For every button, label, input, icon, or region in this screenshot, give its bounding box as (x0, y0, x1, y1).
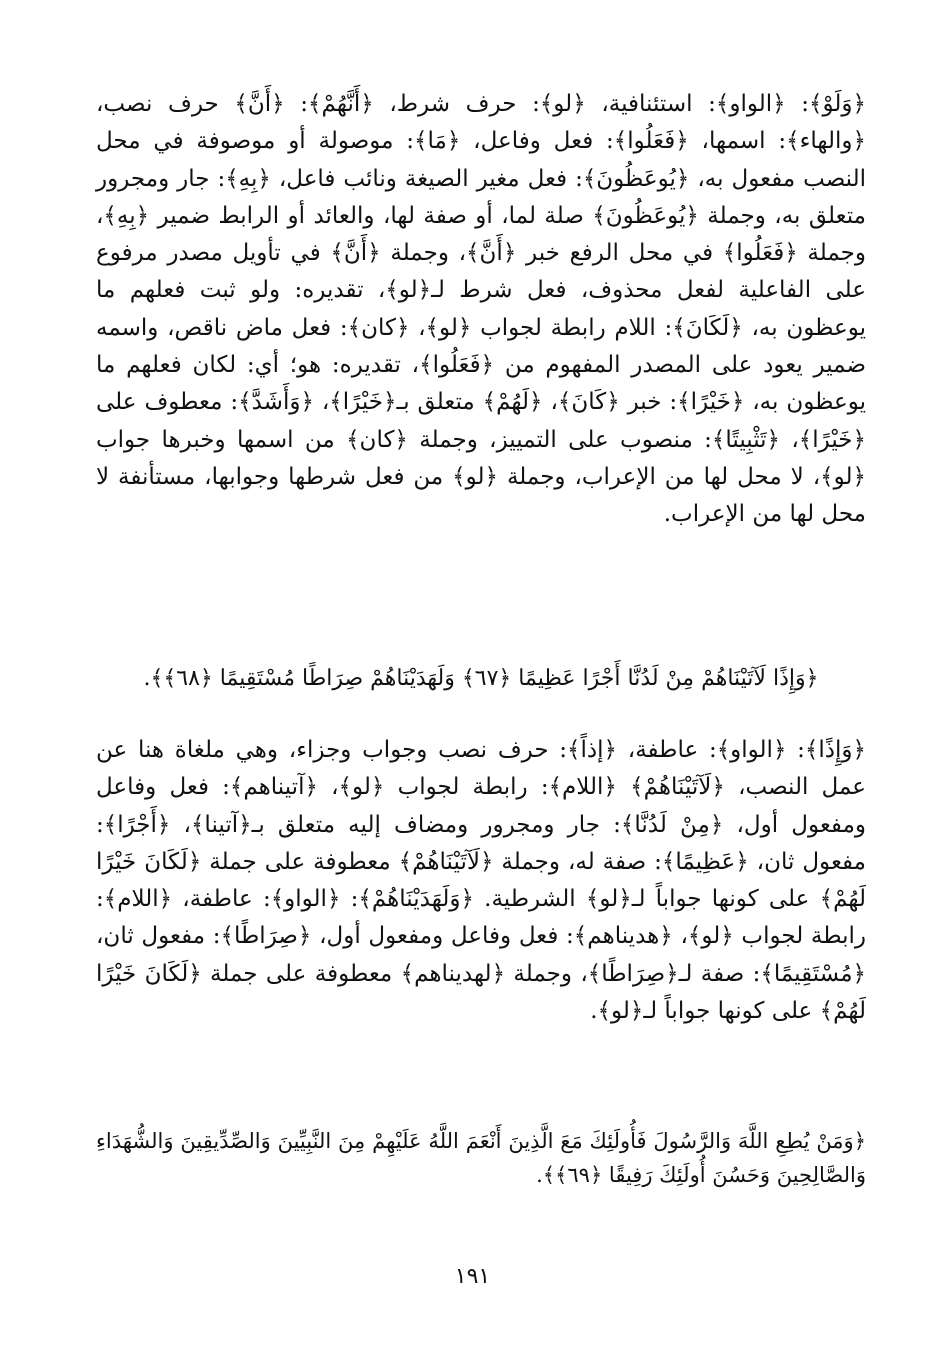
page-number: ١٩١ (454, 1264, 491, 1289)
commentary-paragraph-2: ﴿وَإِذًا﴾: ﴿الواو﴾: عاطفة، ﴿إذاً﴾: حرف نصب وجواب وجزاء، وهي ملغاة هنا عن عمل النصب، ﴿لَآتَيْنَاهُمْ﴾ ﴿اللام﴾: رابطة لجواب ﴿لو﴾، ﴿آتيناهم﴾: فعل وفاعل ومفعول أول، ﴿مِنْ لَدُنَّا﴾: جار ومجرور ومضاف إليه متعلق بـ﴿آتينا﴾، ﴿أَجْرًا﴾: مفعول ثان، ﴿عَظِيمًا﴾: صفة له، وجملة ﴿لَآتَيْنَاهُمْ﴾ معطوفة على جملة ﴿لَكَانَ خَيْرًا لَهُمْ﴾ على كونها جواباً لـ﴿لو﴾ الشرطية. ﴿وَلَهَدَيْنَاهُمْ﴾: ﴿الواو﴾: عاطفة، ﴿اللام﴾: رابطة لجواب ﴿لو﴾، ﴿هديناهم﴾: فعل وفاعل ومفعول أول، ﴿صِرَاطًا﴾: مفعول ثان، ﴿مُسْتَقِيمًا﴾: صفة لـ﴿صِرَاطًا﴾، وجملة ﴿لهديناهم﴾ معطوفة على جملة ﴿لَكَانَ خَيْرًا لَهُمْ﴾ على كونها جواباً لـ﴿لو﴾. (96, 737, 866, 1025)
commentary-paragraph-1: ﴿وَلَوْ﴾: ﴿الواو﴾: استئنافية، ﴿لو﴾: حرف شرط، ﴿أَنَّهُمْ﴾: ﴿أَنَّ﴾ حرف نصب، ﴿والهاء﴾: اسمها، ﴿فَعَلُوا﴾: فعل وفاعل، ﴿مَا﴾: موصولة أو موصوفة في محل النصب مفعول به، ﴿يُوعَظُونَ﴾: فعل مغير الصيغة ونائب فاعل، ﴿بِهِ﴾: جار ومجرور متعلق به، وجملة ﴿يُوعَظُونَ﴾ صلة لما، أو صفة لها، والعائد أو الرابط ضمير ﴿بِهِ﴾، وجملة ﴿فَعَلُوا﴾ في محل الرفع خبر ﴿أَنَّ﴾، وجملة ﴿أَنَّ﴾ في تأويل مصدر مرفوع على الفاعلية لفعل محذوف، فعل شرط لـ﴿لو﴾، تقديره: ولو ثبت فعلهم ما يوعظون به، ﴿لَكَانَ﴾: اللام رابطة لجواب ﴿لو﴾، ﴿كان﴾: فعل ماض ناقص، واسمه ضمير يعود على المصدر المفهوم من ﴿فَعَلُوا﴾، تقديره: هو؛ أي: لكان فعلهم ما يوعظون به، ﴿خَيْرًا﴾: خبر ﴿كَانَ﴾، ﴿لَهُمْ﴾ متعلق بـ﴿خَيْرًا﴾، ﴿وَأَشَدَّ﴾: معطوف على ﴿خَيْرًا﴾، ﴿تَثْبِيتًا﴾: منصوب على التمييز، وجملة ﴿كان﴾ من اسمها وخبرها جواب ﴿لو﴾، لا محل لها من الإعراب، وجملة ﴿لو﴾ من فعل شرطها وجوابها، مستأنفة لا محل لها من الإعراب. (96, 91, 866, 528)
page-body (96, 86, 866, 1210)
quran-verse-69: ﴿وَمَنْ يُطِعِ اللَّهَ وَالرَّسُولَ فَأُولَئِكَ مَعَ الَّذِينَ أَنْعَمَ اللَّهُ عَلَيْهِمْ مِنَ النَّبِيِّينَ وَالصِّدِّيقِينَ وَالشُّهَدَاءِ وَالصَّالِحِينَ وَحَسُنَ أُولَئِكَ رَفِيقًا ﴿٦٩﴾﴾. (96, 1129, 866, 1187)
quran-verse-67-68: ﴿وَإِذًا لَآتَيْنَاهُمْ مِنْ لَدُنَّا أَجْرًا عَظِيمًا ﴿٦٧﴾ وَلَهَدَيْنَاهُمْ صِرَاطًا مُسْتَقِيمًا ﴿٦٨﴾﴾. (143, 666, 819, 691)
